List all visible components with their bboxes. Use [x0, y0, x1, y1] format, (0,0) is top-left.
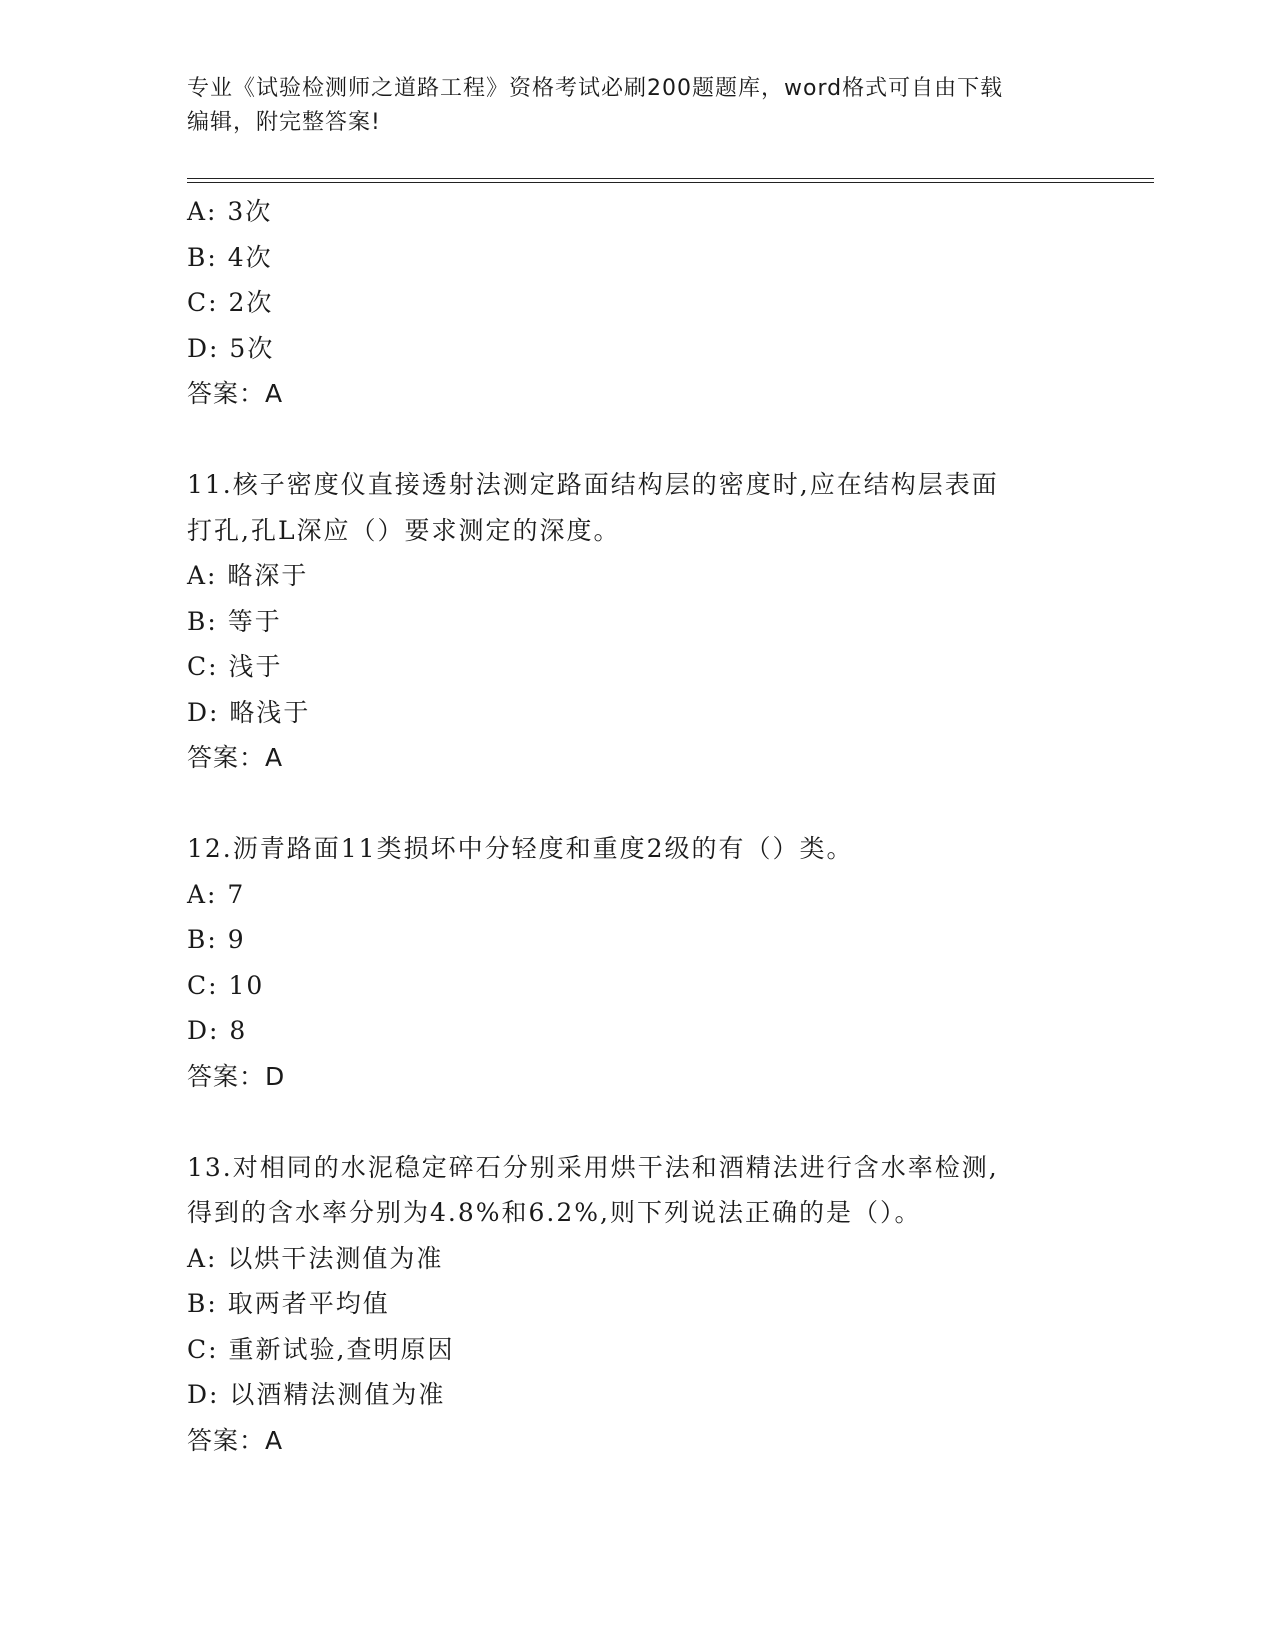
option-a: A: 略深于: [187, 561, 309, 590]
question-stem-line: 11.核子密度仪直接透射法测定路面结构层的密度时,应在结构层表面: [187, 470, 999, 499]
question-13-block: [187, 1145, 1147, 1464]
option-b: B: 9: [187, 925, 246, 954]
option-a: A: 3次: [187, 197, 273, 226]
question-content: [187, 189, 1147, 1463]
answer-line: 答案：A: [187, 379, 284, 408]
partial-question-block: [187, 189, 1147, 417]
answer-line: 答案：A: [187, 1425, 284, 1455]
answer-line: 答案：D: [187, 1061, 286, 1091]
option-b: B: 4次: [187, 242, 273, 272]
header-rule-top: [187, 178, 1154, 179]
option-d: D: 8: [187, 1016, 248, 1045]
answer-line: 答案：A: [187, 743, 284, 772]
document-header: [187, 72, 1087, 140]
option-c: C: 2次: [187, 288, 274, 317]
header-rule-bottom: [187, 182, 1154, 183]
option-c: C: 10: [187, 970, 265, 1000]
question-stem-line: 打孔,孔L深应（）要求测定的深度。: [187, 515, 621, 545]
question-stem-line: 13.对相同的水泥稳定碎石分别采用烘干法和酒精法进行含水率检测,: [187, 1152, 999, 1182]
option-d: D: 以酒精法测值为准: [187, 1380, 446, 1409]
question-11-block: [187, 462, 1147, 781]
header-line-1: 专业《试验检测师之道路工程》资格考试必刷200题题库，word格式可自由下载: [187, 76, 1004, 101]
option-b: B: 等于: [187, 606, 282, 636]
option-b: B: 取两者平均值: [187, 1289, 390, 1318]
question-12-block: [187, 826, 1147, 1099]
option-c: C: 浅于: [187, 652, 283, 681]
option-c: C: 重新试验,查明原因: [187, 1334, 455, 1364]
option-d: D: 略浅于: [187, 697, 311, 727]
option-a: A: 以烘干法测值为准: [187, 1243, 444, 1273]
question-stem-line: 12.沥青路面11类损坏中分轻度和重度2级的有（）类。: [187, 834, 854, 863]
header-line-2: 编辑，附完整答案!: [187, 110, 381, 135]
option-d: D: 5次: [187, 333, 275, 363]
question-stem-line: 得到的含水率分别为4.8%和6.2%,则下列说法正确的是（）。: [187, 1198, 922, 1227]
option-a: A: 7: [187, 879, 246, 909]
